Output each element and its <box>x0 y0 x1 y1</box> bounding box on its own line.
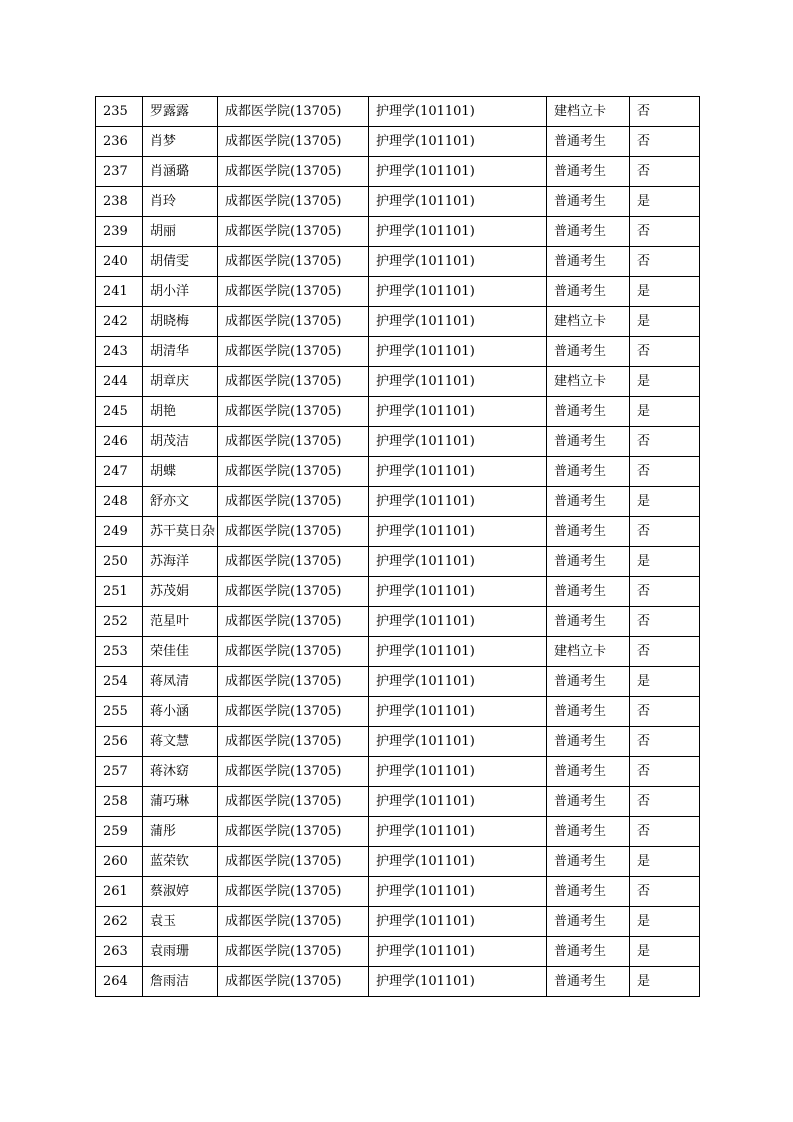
yes-no-cell: 是 <box>630 937 700 967</box>
school-cell: 成都医学院(13705) <box>218 427 369 457</box>
school-cell: 成都医学院(13705) <box>218 157 369 187</box>
school-cell: 成都医学院(13705) <box>218 787 369 817</box>
school-cell: 成都医学院(13705) <box>218 397 369 427</box>
row-number-cell: 241 <box>96 277 143 307</box>
yes-no-cell: 否 <box>630 157 700 187</box>
applicant-type-cell: 普通考生 <box>547 667 630 697</box>
row-number-cell: 245 <box>96 397 143 427</box>
yes-no-cell: 是 <box>630 397 700 427</box>
applicant-type-cell: 建档立卡 <box>547 367 630 397</box>
row-number-cell: 250 <box>96 547 143 577</box>
applicant-type-cell: 建档立卡 <box>547 307 630 337</box>
major-cell: 护理学(101101) <box>369 367 547 397</box>
student-name-cell: 詹雨洁 <box>143 967 218 997</box>
major-cell: 护理学(101101) <box>369 787 547 817</box>
applicant-type-cell: 建档立卡 <box>547 637 630 667</box>
student-name-cell: 范星叶 <box>143 607 218 637</box>
major-cell: 护理学(101101) <box>369 97 547 127</box>
row-number-cell: 258 <box>96 787 143 817</box>
student-name-cell: 肖玲 <box>143 187 218 217</box>
yes-no-cell: 否 <box>630 817 700 847</box>
table-row <box>96 787 700 817</box>
table-row <box>96 457 700 487</box>
table-row <box>96 427 700 457</box>
school-cell: 成都医学院(13705) <box>218 877 369 907</box>
applicant-type-cell: 普通考生 <box>547 577 630 607</box>
student-name-cell: 袁玉 <box>143 907 218 937</box>
student-name-cell: 胡章庆 <box>143 367 218 397</box>
school-cell: 成都医学院(13705) <box>218 337 369 367</box>
yes-no-cell: 是 <box>630 907 700 937</box>
table-row <box>96 757 700 787</box>
table-row <box>96 637 700 667</box>
yes-no-cell: 否 <box>630 517 700 547</box>
student-name-cell: 罗露露 <box>143 97 218 127</box>
table-row <box>96 277 700 307</box>
student-name-cell: 胡丽 <box>143 217 218 247</box>
applicant-type-cell: 普通考生 <box>547 127 630 157</box>
major-cell: 护理学(101101) <box>369 217 547 247</box>
school-cell: 成都医学院(13705) <box>218 727 369 757</box>
table-row <box>96 547 700 577</box>
major-cell: 护理学(101101) <box>369 187 547 217</box>
table-row <box>96 127 700 157</box>
table-row <box>96 487 700 517</box>
school-cell: 成都医学院(13705) <box>218 937 369 967</box>
yes-no-cell: 否 <box>630 727 700 757</box>
applicant-type-cell: 普通考生 <box>547 697 630 727</box>
applicant-type-cell: 普通考生 <box>547 877 630 907</box>
student-name-cell: 舒亦文 <box>143 487 218 517</box>
applicant-type-cell: 普通考生 <box>547 817 630 847</box>
school-cell: 成都医学院(13705) <box>218 517 369 547</box>
school-cell: 成都医学院(13705) <box>218 757 369 787</box>
major-cell: 护理学(101101) <box>369 397 547 427</box>
table-row <box>96 397 700 427</box>
major-cell: 护理学(101101) <box>369 967 547 997</box>
school-cell: 成都医学院(13705) <box>218 217 369 247</box>
applicant-type-cell: 普通考生 <box>547 607 630 637</box>
yes-no-cell: 是 <box>630 367 700 397</box>
major-cell: 护理学(101101) <box>369 577 547 607</box>
major-cell: 护理学(101101) <box>369 337 547 367</box>
row-number-cell: 247 <box>96 457 143 487</box>
major-cell: 护理学(101101) <box>369 877 547 907</box>
school-cell: 成都医学院(13705) <box>218 247 369 277</box>
row-number-cell: 248 <box>96 487 143 517</box>
table-row <box>96 607 700 637</box>
yes-no-cell: 否 <box>630 217 700 247</box>
student-name-cell: 荣佳佳 <box>143 637 218 667</box>
table-row <box>96 367 700 397</box>
yes-no-cell: 否 <box>630 127 700 157</box>
yes-no-cell: 是 <box>630 967 700 997</box>
student-name-cell: 蒋文慧 <box>143 727 218 757</box>
yes-no-cell: 否 <box>630 877 700 907</box>
table-row <box>96 967 700 997</box>
yes-no-cell: 否 <box>630 757 700 787</box>
school-cell: 成都医学院(13705) <box>218 127 369 157</box>
student-name-cell: 蔡淑婷 <box>143 877 218 907</box>
student-name-cell: 蓝荣钦 <box>143 847 218 877</box>
table-row <box>96 97 700 127</box>
row-number-cell: 260 <box>96 847 143 877</box>
major-cell: 护理学(101101) <box>369 937 547 967</box>
school-cell: 成都医学院(13705) <box>218 367 369 397</box>
row-number-cell: 237 <box>96 157 143 187</box>
row-number-cell: 264 <box>96 967 143 997</box>
yes-no-cell: 是 <box>630 547 700 577</box>
major-cell: 护理学(101101) <box>369 427 547 457</box>
row-number-cell: 263 <box>96 937 143 967</box>
major-cell: 护理学(101101) <box>369 487 547 517</box>
table-row <box>96 937 700 967</box>
student-name-cell: 袁雨珊 <box>143 937 218 967</box>
applicant-type-cell: 普通考生 <box>547 247 630 277</box>
major-cell: 护理学(101101) <box>369 907 547 937</box>
student-name-cell: 胡蝶 <box>143 457 218 487</box>
table-row <box>96 217 700 247</box>
roster-table-body <box>96 97 700 997</box>
school-cell: 成都医学院(13705) <box>218 637 369 667</box>
major-cell: 护理学(101101) <box>369 127 547 157</box>
yes-no-cell: 是 <box>630 307 700 337</box>
major-cell: 护理学(101101) <box>369 277 547 307</box>
school-cell: 成都医学院(13705) <box>218 547 369 577</box>
row-number-cell: 242 <box>96 307 143 337</box>
student-name-cell: 胡清华 <box>143 337 218 367</box>
student-name-cell: 胡茂洁 <box>143 427 218 457</box>
row-number-cell: 262 <box>96 907 143 937</box>
major-cell: 护理学(101101) <box>369 307 547 337</box>
student-name-cell: 苏海洋 <box>143 547 218 577</box>
row-number-cell: 253 <box>96 637 143 667</box>
row-number-cell: 240 <box>96 247 143 277</box>
applicant-type-cell: 普通考生 <box>547 157 630 187</box>
major-cell: 护理学(101101) <box>369 457 547 487</box>
applicant-type-cell: 普通考生 <box>547 847 630 877</box>
row-number-cell: 256 <box>96 727 143 757</box>
school-cell: 成都医学院(13705) <box>218 487 369 517</box>
student-name-cell: 胡小洋 <box>143 277 218 307</box>
applicant-type-cell: 普通考生 <box>547 397 630 427</box>
school-cell: 成都医学院(13705) <box>218 97 369 127</box>
applicant-type-cell: 普通考生 <box>547 967 630 997</box>
table-row <box>96 577 700 607</box>
major-cell: 护理学(101101) <box>369 847 547 877</box>
applicant-type-cell: 普通考生 <box>547 787 630 817</box>
row-number-cell: 244 <box>96 367 143 397</box>
school-cell: 成都医学院(13705) <box>218 847 369 877</box>
table-row <box>96 157 700 187</box>
yes-no-cell: 否 <box>630 577 700 607</box>
row-number-cell: 251 <box>96 577 143 607</box>
yes-no-cell: 否 <box>630 247 700 277</box>
yes-no-cell: 是 <box>630 277 700 307</box>
yes-no-cell: 是 <box>630 487 700 517</box>
table-row <box>96 847 700 877</box>
student-name-cell: 苏茂娟 <box>143 577 218 607</box>
row-number-cell: 254 <box>96 667 143 697</box>
student-name-cell: 蒲巧琳 <box>143 787 218 817</box>
major-cell: 护理学(101101) <box>369 517 547 547</box>
student-name-cell: 胡倩雯 <box>143 247 218 277</box>
row-number-cell: 243 <box>96 337 143 367</box>
table-row <box>96 307 700 337</box>
yes-no-cell: 否 <box>630 607 700 637</box>
table-row <box>96 667 700 697</box>
applicant-type-cell: 普通考生 <box>547 547 630 577</box>
table-row <box>96 517 700 547</box>
yes-no-cell: 是 <box>630 847 700 877</box>
applicant-type-cell: 普通考生 <box>547 487 630 517</box>
table-row <box>96 817 700 847</box>
row-number-cell: 249 <box>96 517 143 547</box>
student-name-cell: 胡晓梅 <box>143 307 218 337</box>
row-number-cell: 238 <box>96 187 143 217</box>
school-cell: 成都医学院(13705) <box>218 307 369 337</box>
school-cell: 成都医学院(13705) <box>218 907 369 937</box>
row-number-cell: 255 <box>96 697 143 727</box>
applicant-type-cell: 普通考生 <box>547 217 630 247</box>
table-row <box>96 877 700 907</box>
yes-no-cell: 否 <box>630 427 700 457</box>
major-cell: 护理学(101101) <box>369 697 547 727</box>
major-cell: 护理学(101101) <box>369 547 547 577</box>
table-row <box>96 727 700 757</box>
student-name-cell: 蒲彤 <box>143 817 218 847</box>
school-cell: 成都医学院(13705) <box>218 607 369 637</box>
applicant-type-cell: 普通考生 <box>547 907 630 937</box>
row-number-cell: 252 <box>96 607 143 637</box>
applicant-type-cell: 普通考生 <box>547 457 630 487</box>
yes-no-cell: 否 <box>630 697 700 727</box>
major-cell: 护理学(101101) <box>369 247 547 277</box>
student-name-cell: 苏干莫日杂 <box>143 517 218 547</box>
major-cell: 护理学(101101) <box>369 637 547 667</box>
student-name-cell: 肖梦 <box>143 127 218 157</box>
yes-no-cell: 否 <box>630 337 700 367</box>
student-name-cell: 胡艳 <box>143 397 218 427</box>
row-number-cell: 236 <box>96 127 143 157</box>
row-number-cell: 235 <box>96 97 143 127</box>
applicant-type-cell: 普通考生 <box>547 427 630 457</box>
school-cell: 成都医学院(13705) <box>218 187 369 217</box>
school-cell: 成都医学院(13705) <box>218 697 369 727</box>
applicant-type-cell: 普通考生 <box>547 937 630 967</box>
table-row <box>96 337 700 367</box>
student-name-cell: 蒋凤清 <box>143 667 218 697</box>
yes-no-cell: 是 <box>630 187 700 217</box>
school-cell: 成都医学院(13705) <box>218 667 369 697</box>
row-number-cell: 261 <box>96 877 143 907</box>
yes-no-cell: 否 <box>630 637 700 667</box>
table-row <box>96 247 700 277</box>
yes-no-cell: 否 <box>630 787 700 817</box>
school-cell: 成都医学院(13705) <box>218 577 369 607</box>
applicant-type-cell: 普通考生 <box>547 277 630 307</box>
major-cell: 护理学(101101) <box>369 757 547 787</box>
applicant-type-cell: 普通考生 <box>547 727 630 757</box>
major-cell: 护理学(101101) <box>369 157 547 187</box>
table-row <box>96 187 700 217</box>
row-number-cell: 246 <box>96 427 143 457</box>
yes-no-cell: 否 <box>630 457 700 487</box>
row-number-cell: 257 <box>96 757 143 787</box>
applicant-type-cell: 普通考生 <box>547 337 630 367</box>
table-row <box>96 907 700 937</box>
student-name-cell: 蒋小涵 <box>143 697 218 727</box>
applicant-type-cell: 普通考生 <box>547 187 630 217</box>
student-name-cell: 肖涵璐 <box>143 157 218 187</box>
applicant-type-cell: 普通考生 <box>547 517 630 547</box>
row-number-cell: 259 <box>96 817 143 847</box>
student-roster-table <box>95 96 700 997</box>
applicant-type-cell: 建档立卡 <box>547 97 630 127</box>
school-cell: 成都医学院(13705) <box>218 967 369 997</box>
major-cell: 护理学(101101) <box>369 727 547 757</box>
table-row <box>96 697 700 727</box>
major-cell: 护理学(101101) <box>369 607 547 637</box>
yes-no-cell: 是 <box>630 667 700 697</box>
applicant-type-cell: 普通考生 <box>547 757 630 787</box>
major-cell: 护理学(101101) <box>369 817 547 847</box>
student-name-cell: 蒋沐窈 <box>143 757 218 787</box>
school-cell: 成都医学院(13705) <box>218 277 369 307</box>
school-cell: 成都医学院(13705) <box>218 457 369 487</box>
row-number-cell: 239 <box>96 217 143 247</box>
major-cell: 护理学(101101) <box>369 667 547 697</box>
school-cell: 成都医学院(13705) <box>218 817 369 847</box>
yes-no-cell: 否 <box>630 97 700 127</box>
